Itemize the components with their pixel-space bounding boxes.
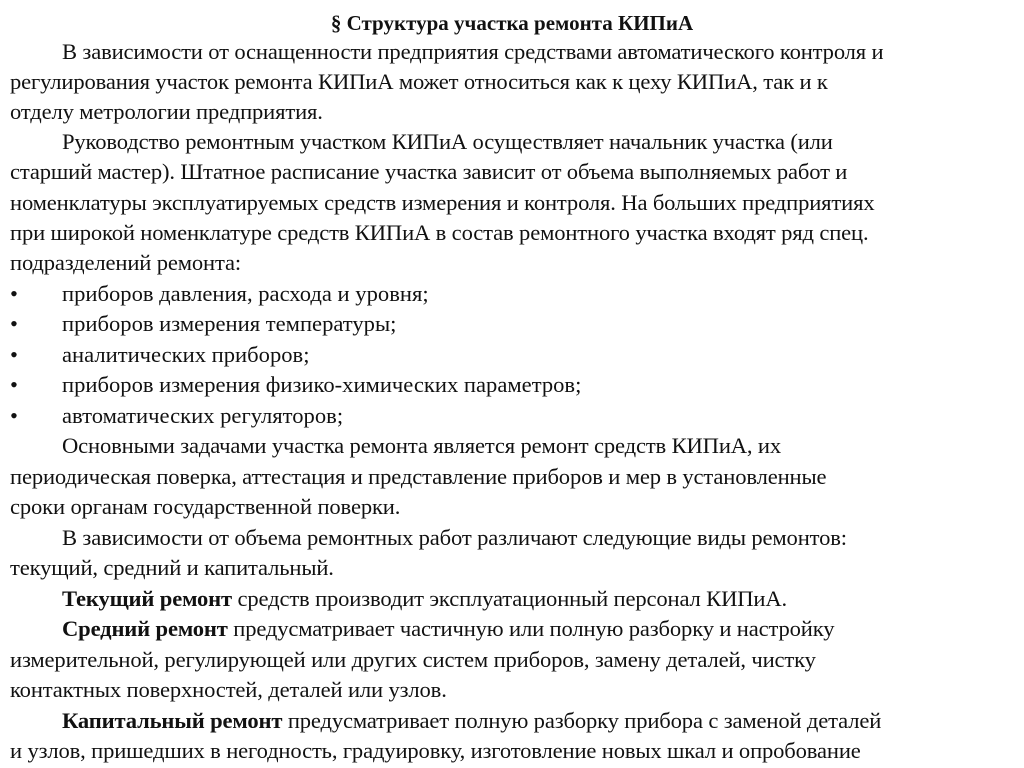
para7-rest: предусматривает полную разборку прибора с заменой деталей <box>282 708 882 733</box>
bullet-marker: • <box>10 372 18 397</box>
term-current-repair: Текущий ремонт <box>62 586 232 611</box>
para6-line3: контактных поверхностей, деталей или узлов. <box>10 677 447 702</box>
list-item: приборов измерения температуры; <box>62 311 397 336</box>
para2-line1: Руководство ремонтным участком КИПиА осуществляет начальник участка (или <box>62 129 833 154</box>
list-item: приборов давления, расхода и уровня; <box>62 281 429 306</box>
term-medium-repair: Средний ремонт <box>62 616 228 641</box>
para3-line2: периодическая поверка, аттестация и представление приборов и мер в установленные <box>10 464 827 489</box>
para2-line5: подразделений ремонта: <box>10 250 241 275</box>
para6-line1 <box>62 614 834 644</box>
para5-rest: средств производит эксплуатационный персонал КИПиА. <box>232 586 788 611</box>
list-item: приборов измерения физико-химических параметров; <box>62 372 582 397</box>
para7-line2: и узлов, пришедших в негодность, градуировку, изготовление новых шкал и опробование <box>10 738 861 763</box>
para2-line2: старший мастер). Штатное расписание участка зависит от объема выполняемых работ и <box>10 159 848 184</box>
para5-line1 <box>62 584 787 614</box>
page-title: § Структура участка ремонта КИПиА <box>330 11 694 35</box>
bullet-marker: • <box>10 281 18 306</box>
para6-line2: измерительной, регулирующей или других систем приборов, замену деталей, чистку <box>10 647 816 672</box>
para7-line1 <box>62 706 881 736</box>
para4-line1: В зависимости от объема ремонтных работ различают следующие виды ремонтов: <box>62 525 847 550</box>
list-item: автоматических регуляторов; <box>62 403 344 428</box>
para3-line1: Основными задачами участка ремонта является ремонт средств КИПиА, их <box>62 433 782 458</box>
para2-line4: при широкой номенклатуре средств КИПиА в состав ремонтного участка входят ряд спец. <box>10 220 869 245</box>
bullet-marker: • <box>10 311 18 336</box>
para1-line1: В зависимости от оснащенности предприятия средствами автоматического контроля и <box>62 39 884 64</box>
para1-line3: отделу метрологии предприятия. <box>10 99 323 124</box>
para6-rest: предусматривает частичную или полную разборку и настройку <box>227 616 835 641</box>
term-capital-repair: Капитальный ремонт <box>62 708 283 733</box>
bullet-marker: • <box>10 342 18 367</box>
para4-line2: текущий, средний и капитальный. <box>10 555 334 580</box>
list-item: аналитических приборов; <box>62 342 310 367</box>
bullet-marker: • <box>10 403 18 428</box>
para2-line3: номенклатуры эксплуатируемых средств измерения и контроля. На больших предприятиях <box>10 190 875 215</box>
para1-line2: регулирования участок ремонта КИПиА может относиться как к цеху КИПиА, так и к <box>10 69 828 94</box>
para3-line3: сроки органам государственной поверки. <box>10 494 401 519</box>
